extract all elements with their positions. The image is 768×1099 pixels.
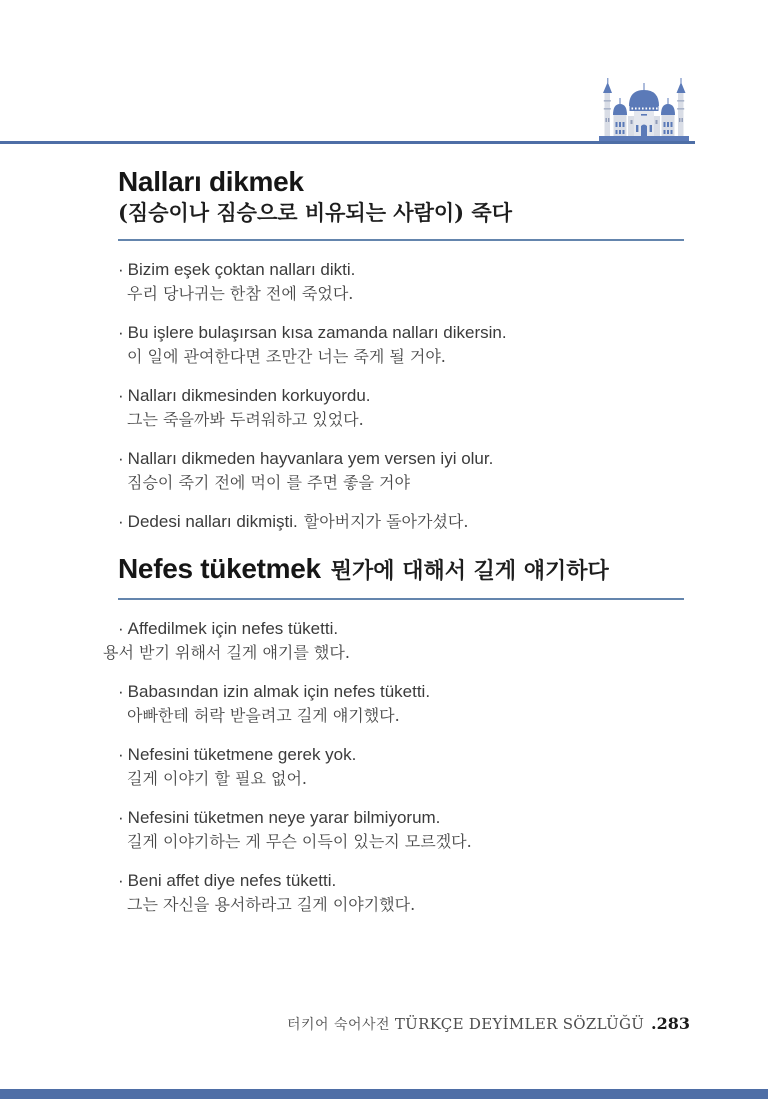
bullet-dot: · xyxy=(118,808,124,827)
example-turkish xyxy=(118,806,684,830)
example-turkish-text: Bu işlere bulaşırsan kısa zamanda nalları dikersin. xyxy=(127,323,507,342)
example-turkish xyxy=(118,617,684,641)
example-turkish xyxy=(118,321,684,345)
example-turkish-text: Dedesi nalları dikmişti. xyxy=(127,512,298,531)
bullet-dot: · xyxy=(118,512,124,531)
entry-headword: Nalları dikmek xyxy=(118,166,304,197)
example-korean: 용서 받기 위해서 길게 얘기를 했다. xyxy=(103,643,350,662)
example-turkish-text: Nalları dikmesinden korkuyordu. xyxy=(127,386,371,405)
page-number: .283 xyxy=(651,1014,690,1033)
mosque-icon xyxy=(598,78,690,142)
footer-accent-bar xyxy=(0,1089,768,1099)
example-turkish xyxy=(118,258,684,282)
example-turkish xyxy=(118,680,684,704)
example-korean: 아빠한테 허락 받을려고 길게 얘기했다. xyxy=(127,706,400,725)
example-turkish-text: Bizim eşek çoktan nalları dikti. xyxy=(127,260,356,279)
example-list xyxy=(103,617,684,917)
bullet-dot: · xyxy=(118,871,124,890)
page-footer xyxy=(287,1014,690,1035)
bullet-dot: · xyxy=(118,260,124,279)
example-item xyxy=(118,743,684,791)
dictionary-entry xyxy=(118,166,684,534)
entry-meaning-korean: 뭔가에 대해서 길게 얘기하다 xyxy=(330,558,609,584)
example-turkish xyxy=(118,384,684,408)
example-turkish-text: Nefesini tüketmen neye yarar bilmiyorum. xyxy=(127,808,441,827)
entry-headword-text: Nefes tüketmek xyxy=(118,553,321,584)
example-turkish-text: Affedilmek için nefes tüketti. xyxy=(127,619,339,638)
dictionary-entry xyxy=(103,553,684,917)
example-korean: 길게 이야기하는 게 무슨 이득이 있는지 모르겠다. xyxy=(127,832,472,851)
example-item xyxy=(118,258,684,306)
bullet-dot: · xyxy=(118,619,124,638)
example-turkish-text: Beni affet diye nefes tüketti. xyxy=(127,871,337,890)
example-korean: 짐승이 죽기 전에 먹이 를 주면 좋을 거야 xyxy=(127,473,410,492)
example-turkish-text: Nefesini tüketmene gerek yok. xyxy=(127,745,357,764)
example-item xyxy=(118,806,684,854)
example-item xyxy=(118,384,684,432)
header-rule xyxy=(0,141,695,144)
example-turkish-text: Babasından izin almak için nefes tüketti. xyxy=(127,682,431,701)
entry-separator-rule xyxy=(118,239,684,241)
example-item xyxy=(103,617,684,665)
bullet-dot: · xyxy=(118,682,124,701)
entry-separator-rule xyxy=(118,598,684,600)
page-content xyxy=(103,160,684,932)
bullet-dot: · xyxy=(118,386,124,405)
example-turkish xyxy=(118,447,684,471)
example-turkish-text: Nalları dikmeden hayvanlara yem versen iyi olur. xyxy=(127,449,494,468)
example-item xyxy=(118,869,684,917)
example-korean: 그는 죽을까봐 두려워하고 있었다. xyxy=(127,410,364,429)
example-item xyxy=(118,680,684,728)
example-korean: 이 일에 관여한다면 조만간 너는 죽게 될 거야. xyxy=(127,347,446,366)
example-korean: 그는 자신을 용서하라고 길게 이야기했다. xyxy=(127,895,416,914)
example-item xyxy=(118,321,684,369)
example-turkish xyxy=(118,869,684,893)
entry-headword xyxy=(118,553,684,587)
book-title-korean: 터키어 숙어사전 xyxy=(286,1017,391,1033)
example-korean: 우리 당나귀는 한참 전에 죽었다. xyxy=(127,284,354,303)
example-turkish xyxy=(118,510,684,534)
example-korean-inline: 할아버지가 돌아가셨다. xyxy=(303,512,469,531)
example-turkish xyxy=(118,743,684,767)
example-list xyxy=(118,258,684,534)
example-item xyxy=(118,447,684,495)
example-item xyxy=(118,510,684,534)
book-title-turkish: TÜRKÇE DEYİMLER SÖZLÜĞÜ xyxy=(394,1015,645,1033)
entry-meaning-korean: (짐승이나 짐승으로 비유되는 사람이) 죽다 xyxy=(118,200,512,225)
example-korean: 길게 이야기 할 필요 없어. xyxy=(127,769,307,788)
bullet-dot: · xyxy=(118,323,124,342)
bullet-dot: · xyxy=(118,449,124,468)
bullet-dot: · xyxy=(118,745,124,764)
